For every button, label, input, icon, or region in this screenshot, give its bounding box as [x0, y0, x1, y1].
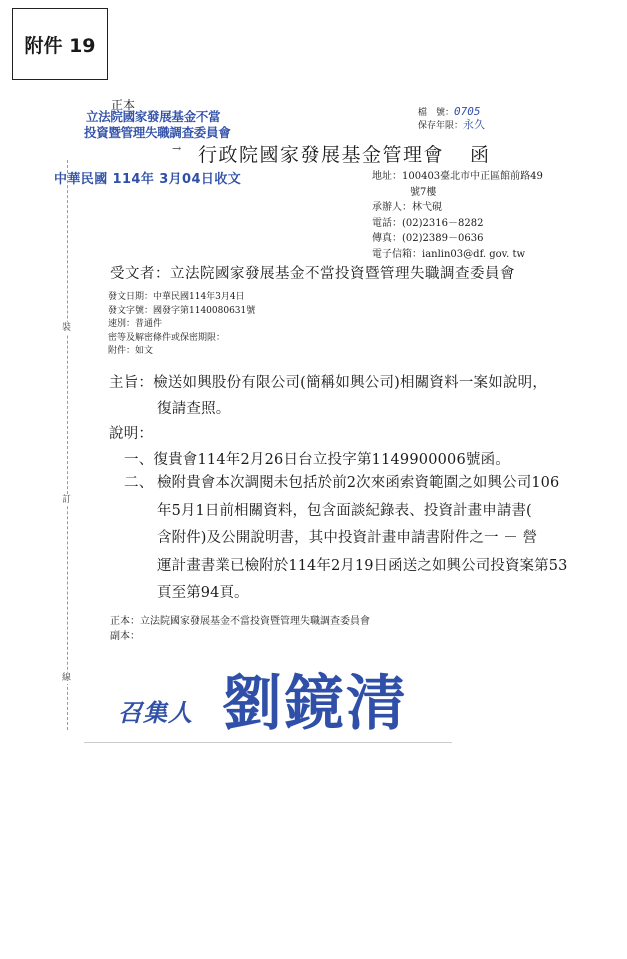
subject-label: 主旨： — [109, 375, 154, 391]
contact-address-cont: 號7樓 — [410, 186, 437, 198]
item-2-line: 運計畫書業已檢附於114年2月19日函送之如興公司投資案第53 — [157, 557, 568, 574]
item-1-number: 一、 — [124, 452, 154, 468]
meta-block — [108, 291, 255, 359]
meta-urgency: 速別：普通件 — [108, 319, 163, 329]
item-2-line: 頁至第94頁。 — [157, 585, 249, 601]
copy-type: 正本 — [111, 98, 136, 112]
retention-value: 永久 — [463, 118, 486, 131]
binding-line — [67, 160, 68, 730]
issuer-name: 行政院國家發展基金管理會 — [198, 144, 445, 166]
contact-address: 地址：100403臺北市中正區館前路49 — [372, 171, 543, 182]
margin-mark-staple: 訂 — [62, 495, 72, 505]
distribution-copy: 副本： — [110, 631, 140, 642]
contact-block — [372, 169, 543, 262]
annex-label: 附件 19 — [12, 8, 108, 80]
recipient-stamp-line-1: 立法院國家發展基金不當 — [86, 109, 221, 124]
signature-name: 劉鏡清 — [222, 669, 408, 739]
item-2-line: 年5月1日前相關資料，包含面談紀錄表、投資計畫申請書( — [157, 502, 532, 519]
contact-handler: 承辦人：林弋硯 — [372, 202, 442, 213]
meta-attachment: 附件：如文 — [108, 346, 154, 356]
item-1-text: 復貴會114年2月26日台立投字第1149900006號函。 — [153, 452, 511, 468]
margin-mark-bind: 裝 — [62, 323, 72, 333]
signature-title: 召集人 — [118, 698, 193, 727]
contact-fax: 傳真：(02)2389－0636 — [372, 233, 484, 244]
meta-confidentiality: 密等及解密條件或保密期限： — [108, 332, 226, 343]
contact-email: 電子信箱：ianlin03@df. gov. tw — [372, 248, 526, 260]
addressee: 受文者：立法院國家發展基金不當投資暨管理失職調查委員會 — [110, 266, 515, 282]
scan-edge-line — [84, 742, 452, 743]
subject — [109, 370, 547, 398]
meta-issue-number: 發文字號：國發字第1140080631號 — [108, 305, 256, 316]
item-2-line: 含附件)及公開說明書，其中投資計畫申請書附件之一 － 營 — [157, 530, 538, 546]
meta-issue-date: 發文日期：中華民國114年3月4日 — [108, 292, 245, 302]
retention — [418, 119, 485, 132]
subject-line-2: 復請查照。 — [157, 401, 231, 417]
subject-line-1: 檢送如興股份有限公司(簡稱如興公司)相關資料一案如說明， — [153, 375, 548, 391]
margin-mark-line: 線 — [62, 673, 72, 683]
distribution-original: 正本：立法院國家發展基金不當投資暨管理失職調查委員會 — [110, 616, 370, 627]
contact-phone: 電話：(02)2316－8282 — [372, 217, 484, 229]
retention-label: 保存年限： — [418, 121, 464, 131]
issuer-title — [198, 140, 491, 167]
file-no-value: 0705 — [454, 105, 481, 118]
explanation-item-2 — [157, 470, 567, 608]
item-2-line: 檢附貴會本次調閱未包括於前2次來函索資範圍之如興公司106 — [157, 475, 560, 491]
recipient-stamp-line-2: 投資暨管理失職調查委員會 — [84, 125, 231, 140]
item-2-number: 二、 — [124, 475, 154, 491]
received-stamp: 中華民國 114年 3月04日收文 — [54, 172, 242, 187]
doc-type: 函 — [470, 144, 491, 166]
explanation-label: 說明： — [109, 426, 154, 442]
file-no-label: 檔 號： — [418, 108, 455, 118]
title-arrow-icon: → — [172, 142, 182, 155]
distribution — [110, 614, 370, 644]
